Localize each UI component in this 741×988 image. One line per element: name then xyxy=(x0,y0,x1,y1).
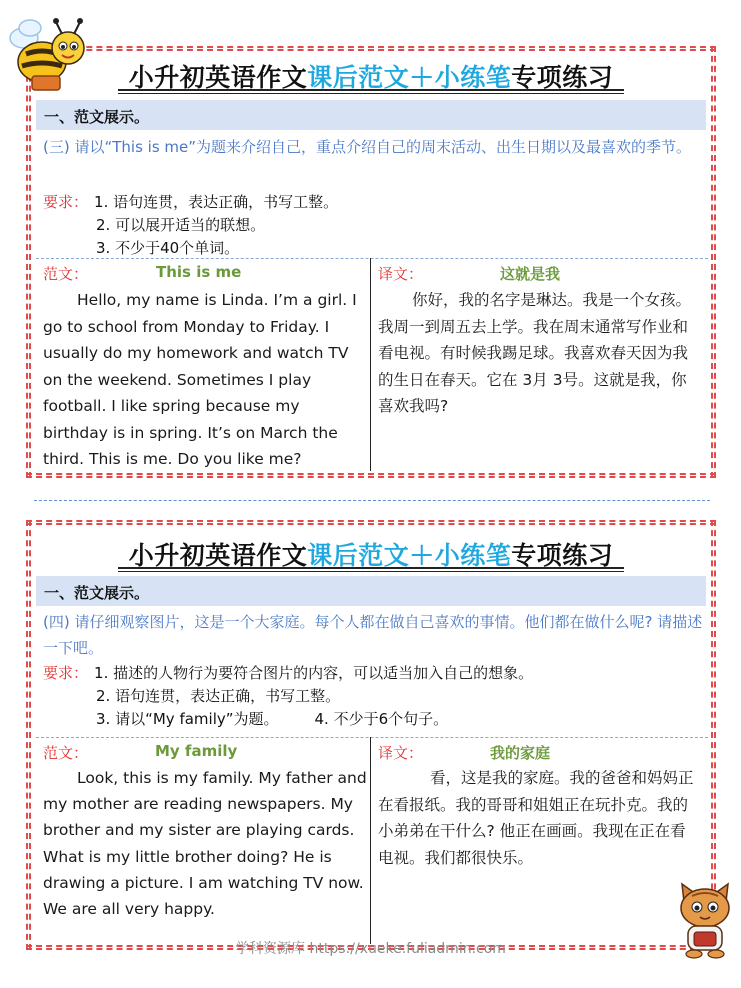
frame-left xyxy=(26,520,31,950)
translation-heading: 译文： 我的家庭 xyxy=(378,744,551,762)
page-title: 小升初英语作文课后范文＋小练笔专项练习 xyxy=(128,541,614,570)
exercise-card-2 xyxy=(26,520,716,950)
model-heading: 范文： This is me xyxy=(43,263,242,283)
model-heading: 范文： My family xyxy=(43,742,238,762)
model-essay: Look, this is my family. My father and my mother are reading newspapers. My brother and my sister are playing cards. What is my little brother doing? He is drawing a picture. I am watching TV now. We are all very happy. xyxy=(43,769,367,919)
section-heading: 一、范文展示。 xyxy=(36,576,706,606)
requirements: 要求： 1. 描述的人物行为要符合图片的内容，可以适当加入自己的想象。 2. 语句连贯，表达正确，书写工整。 3. 请以“My family”为题。 4. 不少于6个句子。 xyxy=(43,664,534,728)
content-separator xyxy=(36,258,708,259)
translation-heading: 译文： 这就是我 xyxy=(378,265,561,283)
frame-top xyxy=(26,520,716,525)
content-separator xyxy=(36,737,708,738)
translation-text: 看，这是我的家庭。我的爸爸和妈妈正在看报纸。我的哥哥和姐姐正在玩扑克。我的小弟弟在干什么? 他正在画画。我现在正在看电视。我们都很快乐。 xyxy=(378,769,694,867)
section-heading: 一、范文展示。 xyxy=(36,100,706,130)
frame-top xyxy=(26,46,716,51)
column-divider xyxy=(370,737,371,944)
task-prompt: (四) 请仔细观察图片，这是一个大家庭。每个人都在做自己喜欢的事情。他们都在做什么呢? 请描述一下吧。 xyxy=(43,613,703,657)
frame-right xyxy=(711,46,716,478)
model-essay: Hello, my name is Linda. I’m a girl. I go to school from Monday to Friday. I usually do my homework and watch TV on the weekend. Sometimes I play football. I like spring because my birthday is in spring. It’s on March the third. This is me. Do you like me? xyxy=(43,291,357,468)
column-divider xyxy=(370,258,371,471)
footer-watermark: 学科资源库 https://xueke.fuliadmin.com xyxy=(235,941,506,957)
bee-mascot-icon xyxy=(6,10,92,96)
frame-bottom xyxy=(26,473,716,478)
title-underline xyxy=(118,89,624,94)
exercise-card-1 xyxy=(26,46,716,478)
task-prompt: (三) 请以“This is me”为题来介绍自己，重点介绍自己的周末活动、出生日期以及最喜欢的季节。 xyxy=(43,138,692,156)
translation-text: 你好，我的名字是琳达。我是一个女孩。我周一到周五去上学。我在周末通常写作业和看电视。有时候我踢足球。我喜欢春天因为我的生日在春天。它在 3月 3号。这就是我，你喜欢我吗? xyxy=(378,291,692,415)
card-separator xyxy=(34,500,710,501)
page-title: 小升初英语作文课后范文＋小练笔专项练习 xyxy=(128,63,614,92)
title-underline xyxy=(118,567,624,572)
requirements: 要求： 1. 语句连贯，表达正确，书写工整。 2. 可以展开适当的联想。 3. 不少于40个单词。 xyxy=(43,193,339,257)
frame-left xyxy=(26,46,31,478)
